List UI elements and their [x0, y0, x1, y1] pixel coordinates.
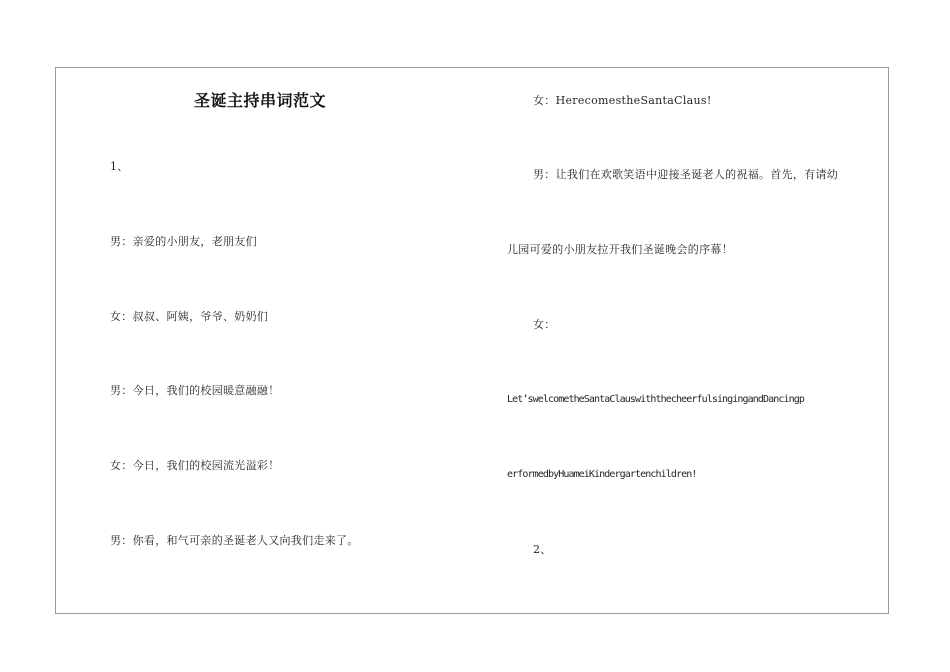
dialogue-line: 男：你看，和气可亲的圣诞老人又向我们走来了。 — [110, 534, 359, 547]
english-line: Let’swelcometheSantaClauswiththecheerfulsingingandDancingp — [507, 394, 804, 405]
section-number: 2、 — [533, 543, 552, 556]
english-line-continued: erformedbyHuameiKindergartenchildren! — [507, 469, 697, 480]
dialogue-line: 女：叔叔、阿姨，爷爷、奶奶们 — [110, 310, 269, 323]
dialogue-line-text: 女：HerecomestheSantaClaus! — [533, 94, 712, 107]
document-title: 圣诞主持串词范文 — [193, 91, 326, 110]
dialogue-line: 男：让我们在欢歌笑语中迎接圣诞老人的祝福。首先，有请幼 — [533, 168, 839, 181]
dialogue-line: 男：亲爱的小朋友，老朋友们 — [110, 235, 257, 248]
dialogue-line: 男：今日，我们的校园暖意融融！ — [110, 384, 280, 397]
dialogue-line: 女： — [533, 318, 556, 331]
dialogue-line — [533, 94, 712, 108]
page-border — [55, 67, 889, 614]
dialogue-line: 女：今日，我们的校园流光溢彩！ — [110, 459, 280, 472]
dialogue-line-continued: 儿园可爱的小朋友拉开我们圣诞晚会的序幕！ — [507, 243, 733, 256]
section-number: 1、 — [110, 160, 129, 173]
